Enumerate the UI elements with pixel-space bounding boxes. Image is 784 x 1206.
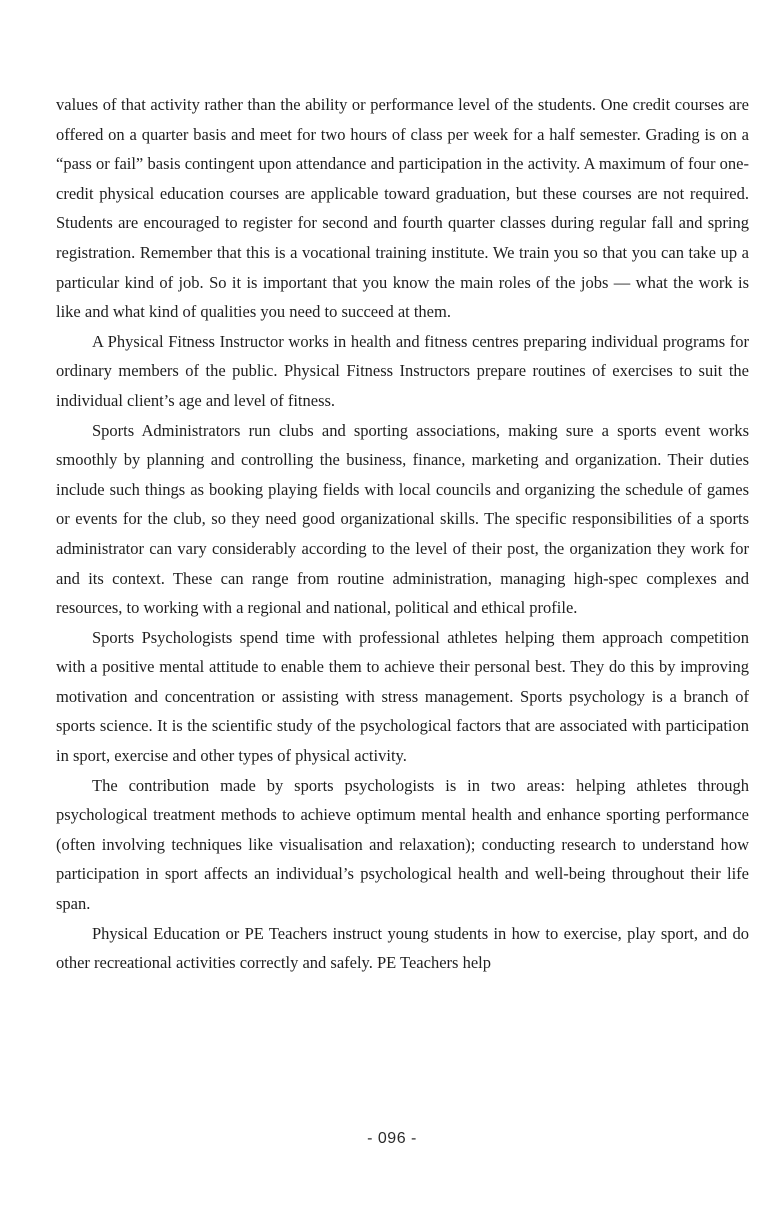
paragraph-sports-administrators: Sports Administrators run clubs and sporting associations, making sure a sports event works smoothly by planning and controlling the business, finance, marketing and organization. Their duties include such things as booking playing fields with local councils and organizing the schedule of games or events for the club, so they need good organizational skills. The specific responsibilities of a sports administrator can vary considerably according to the level of their post, the organization they work for and its context. These can range from routine administration, managing high-spec complexes and resources, to working with a regional and national, political and ethical profile. <box>56 420 749 618</box>
paragraph-fitness-instructor: A Physical Fitness Instructor works in health and fitness centres preparing individual programs for ordinary members of the public. Physical Fitness Instructors prepare routines of exercises to suit the individual client’s age and level of fitness. <box>56 331 749 410</box>
paragraph-sports-psychologists: Sports Psychologists spend time with professional athletes helping them approach competition with a positive mental attitude to enable them to achieve their personal best. They do this by improving motivation and concentration or assisting with stress management. Sports psychology is a branch of sports science. It is the scientific study of the psychological factors that are associated with participation in sport, exercise and other types of physical activity. <box>56 627 749 766</box>
paragraph-psychologist-contribution: The contribution made by sports psychologists is in two areas: helping athletes through psychological treatment methods to achieve optimum mental health and enhance sporting performance (often involving techniques like visualisation and relaxation); conducting research to understand how participation in sport affects an individual’s psychological health and well-being throughout their life span. <box>56 775 749 914</box>
body-text <box>56 90 749 978</box>
page-number: - 096 - <box>367 1130 417 1147</box>
paragraph-continued: values of that activity rather than the ability or performance level of the students. One credit courses are offered on a quarter basis and meet for two hours of class per week for a half semester. Grading is on a “pass or fail” basis contingent upon attendance and participation in the activity. A maximum of four one-credit physical education courses are applicable toward graduation, but these courses are not required. Students are encouraged to register for second and fourth quarter classes during regular fall and spring registration. Remember that this is a vocational training institute. We train you so that you can take up a particular kind of job. So it is important that you know the main roles of the jobs — what the work is like and what kind of qualities you need to succeed at them. <box>56 95 749 322</box>
paragraph-pe-teachers: Physical Education or PE Teachers instruct young students in how to exercise, play sport, and do other recreational activities correctly and safely. PE Teachers help <box>56 923 749 973</box>
